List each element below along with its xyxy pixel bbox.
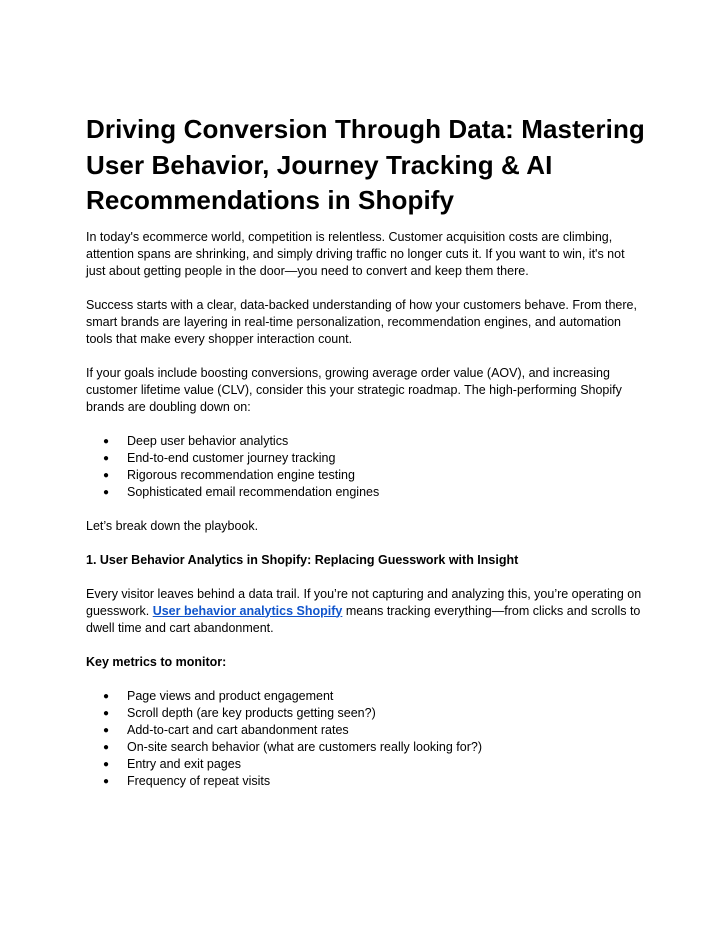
list-item: ● Rigorous recommendation engine testing (103, 467, 355, 482)
list-item: ● On-site search behavior (what are customers really looking for?) (103, 739, 483, 754)
bullet-icon: ● (103, 707, 110, 719)
intro-paragraph-1: In today's ecommerce world, competition is relentless. Customer acquisition costs are climbing, attention spans are shrinking, and simply driving traffic no longer cuts it. If you want to win, it's not just about getting people in the door—you need to convert and keep them there. (86, 229, 625, 278)
bullet-icon: ● (103, 741, 110, 753)
page-title: Driving Conversion Through Data: Mastering User Behavior, Journey Tracking & AI Recommendations in Shopify (86, 114, 645, 215)
metrics-label: Key metrics to monitor: (86, 654, 227, 669)
bullet-icon: ● (103, 469, 110, 481)
bullet-icon: ● (103, 758, 110, 770)
list-item: ● Scroll depth (are key products getting seen?) (103, 705, 376, 720)
breakdown-line: Let’s break down the playbook. (86, 518, 259, 533)
user-behavior-analytics-link[interactable]: User behavior analytics Shopify (152, 603, 343, 618)
metrics-list (86, 688, 646, 790)
list-item: ● End-to-end customer journey tracking (103, 450, 336, 465)
list-item: ● Entry and exit pages (103, 756, 241, 771)
bullet-icon: ● (103, 435, 110, 447)
list-item: ● Add-to-cart and cart abandonment rates (103, 722, 349, 737)
list-item: ● Sophisticated email recommendation engines (103, 484, 380, 499)
list-item: ● Page views and product engagement (103, 688, 334, 703)
bullet-icon: ● (103, 690, 110, 702)
section-1-paragraph: Every visitor leaves behind a data trail. If you’re not capturing and analyzing this, you’re operating on guesswork. User behavior analytics Shopify means tracking everything—from clicks and scrolls to dwell time and cart abandonment. (86, 586, 642, 635)
bullet-icon: ● (103, 724, 110, 736)
section-1-heading: 1. User Behavior Analytics in Shopify: Replacing Guesswork with Insight (86, 552, 519, 567)
intro-paragraph-3: If your goals include boosting conversions, growing average order value (AOV), and increasing customer lifetime value (CLV), consider this your strategic roadmap. The high-performing Shopify brands are doubling down on: (86, 365, 622, 414)
bullet-icon: ● (103, 452, 110, 464)
bullet-icon: ● (103, 775, 110, 787)
list-item: ● Deep user behavior analytics (103, 433, 289, 448)
focus-list (86, 433, 646, 501)
intro-paragraph-2: Success starts with a clear, data-backed understanding of how your customers behave. From there, smart brands are layering in real-time personalization, recommendation engines, and automation tools that make every shopper interaction count. (86, 297, 637, 346)
bullet-icon: ● (103, 486, 110, 498)
list-item: ● Frequency of repeat visits (103, 773, 271, 788)
document-body (86, 112, 646, 790)
